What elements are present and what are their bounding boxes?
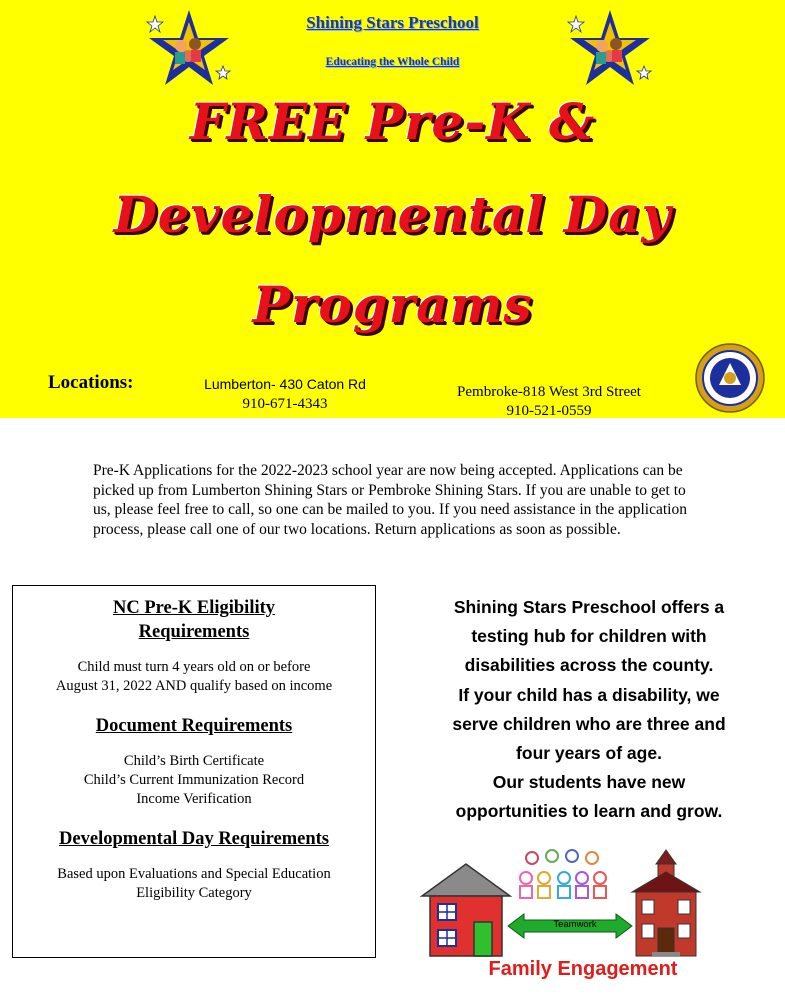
dev-info-line: disabilities across the county.: [464, 655, 714, 676]
dev-info-line: opportunities to learn and grow.: [455, 801, 723, 822]
dev-info-line: If your child has a disability, we: [458, 684, 720, 705]
pembroke-phone: 910-521-0559: [506, 403, 592, 419]
eligibility-text-line2: August 31, 2022 AND qualify based on income: [55, 678, 333, 694]
developmental-requirements-title: Developmental Day Requirements: [59, 829, 329, 849]
headline-line-1: FREE Pre-K &: [189, 92, 596, 151]
house-icon: [422, 864, 510, 956]
pembroke-address: Pembroke-818 West 3rd Street: [457, 384, 641, 400]
dev-info-line: Shining Stars Preschool offers a: [453, 597, 725, 617]
intro-paragraph: Pre-K Applications for the 2022-2023 school year are now being accepted. Applications can be picked up from Lumberton Shining Stars or Pembroke Shining Stars. If you are unable to get to us, please feel free to call, so one can be mailed to you. If you need assistance in the application process, please call one of our two locations. Return applications as soon as possible.: [93, 462, 687, 538]
lumberton-phone: 910-671-4343: [242, 396, 328, 412]
document-item: Child’s Current Immunization Record: [83, 772, 305, 788]
headline-line-2: Developmental Day: [113, 185, 672, 244]
headline-line-3: Programs: [252, 275, 533, 334]
developmental-info: [405, 593, 773, 827]
dev-info-line: testing hub for children with: [471, 626, 707, 647]
teamwork-label: Teamwork: [553, 919, 597, 930]
eligibility-text-line1: Child must turn 4 years old on or before: [77, 659, 311, 675]
family-engagement-graphic: [420, 848, 720, 962]
requirements-box: [12, 585, 376, 958]
school-name: Shining Stars Preschool: [306, 13, 479, 32]
people-group-icon: [520, 850, 606, 898]
lumberton-address: Lumberton- 430 Caton Rd: [204, 376, 366, 392]
tagline: Educating the Whole Child: [325, 56, 460, 68]
locations-label: Locations:: [48, 372, 134, 393]
schoolhouse-icon: [632, 850, 700, 956]
document-item: Income Verification: [136, 791, 252, 807]
location-pembroke: [432, 383, 666, 421]
county-seal-icon: [695, 343, 765, 413]
dev-info-line: four years of age.: [516, 743, 662, 764]
document-item: Child’s Birth Certificate: [123, 753, 265, 769]
dev-info-line: serve children who are three and: [452, 713, 726, 734]
developmental-text-line2: Eligibility Category: [136, 885, 252, 901]
document-requirements-title: Document Requirements: [95, 716, 293, 736]
eligibility-title-line2: Requirements: [138, 622, 250, 642]
developmental-text-line1: Based upon Evaluations and Special Education: [57, 866, 331, 882]
eligibility-title-line1: NC Pre-K Eligibility: [112, 598, 276, 618]
family-engagement-caption: Family Engagement: [488, 958, 678, 980]
location-lumberton: [190, 376, 380, 413]
dev-info-line: Our students have new: [492, 772, 686, 793]
